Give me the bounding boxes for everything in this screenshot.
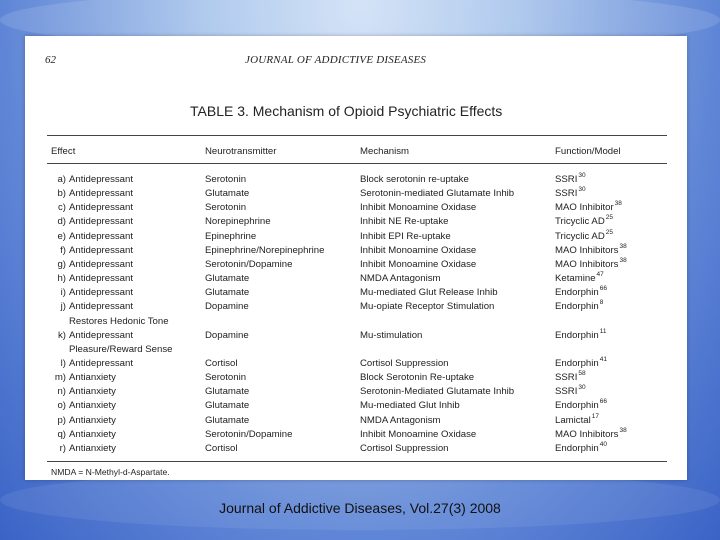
reference-number: 30 [578, 186, 586, 194]
cell-mechanism: Mu-stimulation [360, 329, 423, 341]
row-label: r) [59, 442, 66, 454]
effect-text: Antidepressant [69, 287, 133, 299]
reference-number: 38 [619, 426, 627, 434]
cell-function [555, 327, 607, 341]
cell-function [555, 174, 586, 185]
function-text: Ketamine [555, 273, 596, 285]
effect-text: Antianxiety [69, 428, 116, 440]
header-neurotransmitter: Neurotransmitter [205, 146, 277, 157]
cell-neurotransmitter: Glutamate [205, 273, 250, 285]
reference-number: 66 [599, 285, 607, 293]
function-text: SSRI [555, 188, 578, 200]
cell-function [555, 440, 607, 454]
cell-effect [51, 231, 133, 242]
cell-neurotransmitter: Glutamate [205, 414, 250, 426]
cell-neurotransmitter: Serotonin [205, 372, 247, 384]
journal-page [25, 36, 687, 480]
function-text: Endorphin [555, 301, 599, 313]
row-label: e) [57, 230, 66, 242]
cell-neurotransmitter: Cortisol [205, 442, 238, 454]
cell-neurotransmitter: Dopamine [205, 301, 249, 313]
reference-number: 58 [578, 370, 586, 378]
function-text: MAO Inhibitors [555, 244, 619, 256]
effect-text: Antidepressant [69, 202, 133, 214]
function-text: SSRI [555, 372, 578, 384]
cell-effect [51, 386, 116, 397]
cell-effect [51, 202, 133, 213]
effect-text: Antianxiety [69, 372, 116, 384]
row-label: q) [57, 428, 66, 440]
reference-number: 30 [578, 384, 586, 392]
cell-function [555, 301, 603, 312]
effect-text: Antianxiety [69, 386, 116, 398]
cell-mechanism: Inhibit Monoamine Oxidase [360, 202, 477, 214]
cell-effect [51, 415, 116, 426]
page-number: 62 [45, 54, 56, 66]
row-label: k) [58, 329, 66, 341]
reference-number: 25 [605, 228, 613, 236]
cell-mechanism: Serotonin-mediated Glutamate Inhib [360, 188, 515, 200]
cell-function [555, 344, 556, 355]
cell-effect [51, 188, 133, 199]
row-label: h) [57, 273, 66, 285]
cell-mechanism: Cortisol Suppression [360, 442, 449, 454]
row-label: f) [60, 244, 66, 256]
cell-effect [51, 443, 116, 454]
cell-mechanism: Inhibit EPI Re-uptake [360, 230, 451, 242]
cell-neurotransmitter: Serotonin/Dopamine [205, 428, 293, 440]
table-title: TABLE 3. Mechanism of Opioid Psychiatric Effects [190, 103, 503, 119]
cell-function [555, 188, 586, 199]
function-text: SSRI [555, 386, 578, 398]
function-text: Endorphin [555, 400, 599, 412]
cell-function [555, 316, 556, 327]
cell-neurotransmitter: Norepinephrine [205, 216, 271, 228]
cell-mechanism: Serotonin-Mediated Glutamate Inhib [360, 386, 515, 398]
reference-number: 41 [599, 355, 607, 363]
cell-effect [51, 358, 133, 369]
row-label: a) [57, 174, 66, 185]
row-label: d) [57, 216, 66, 228]
cell-function [555, 412, 599, 426]
cell-mechanism: Cortisol Suppression [360, 357, 449, 369]
cell-function [555, 273, 604, 284]
effect-text: Antidepressant [69, 258, 133, 270]
function-text: MAO Inhibitors [555, 428, 619, 440]
effect-text: Antidepressant [69, 301, 133, 313]
cell-mechanism: NMDA Antagonism [360, 414, 441, 426]
function-text: Endorphin [555, 357, 599, 369]
journal-header: JOURNAL OF ADDICTIVE DISEASES [245, 54, 427, 66]
effect-text: Antidepressant [69, 357, 133, 369]
cell-mechanism: Block Serotonin Re-uptake [360, 372, 475, 384]
cell-function [555, 256, 627, 270]
header-function: Function/Model [555, 146, 621, 157]
cell-neurotransmitter: Epinephrine/Norepinephrine [205, 244, 325, 256]
effect-text: Antidepressant [69, 273, 133, 285]
row-label: b) [57, 188, 66, 200]
cell-function [555, 426, 627, 440]
reference-number: 38 [619, 256, 627, 264]
row-label: g) [57, 258, 66, 270]
reference-number: 30 [578, 172, 586, 179]
effect-text: Antidepressant [69, 174, 133, 185]
reference-number: 8 [599, 299, 604, 307]
effect-text: Antianxiety [69, 414, 116, 426]
cell-mechanism: Inhibit Monoamine Oxidase [360, 244, 477, 256]
cell-function [555, 202, 622, 213]
cell-mechanism: Mu-opiate Receptor Stimulation [360, 301, 495, 313]
function-text: Endorphin [555, 329, 599, 341]
cell-mechanism: Block serotonin re-uptake [360, 174, 469, 185]
cell-effect [51, 429, 116, 440]
row-label: n) [57, 386, 66, 398]
reference-number: 38 [619, 242, 627, 250]
footnote: NMDA = N-Methyl-d-Aspartate. [51, 467, 170, 477]
cell-effect [51, 316, 169, 327]
row-label: l) [60, 357, 66, 369]
table-top-rule [47, 135, 667, 136]
function-text: SSRI [555, 174, 578, 185]
cell-neurotransmitter: Cortisol [205, 357, 238, 369]
cell-neurotransmitter: Glutamate [205, 287, 250, 299]
row-label: m) [54, 372, 66, 384]
effect-text: Antidepressant [69, 188, 133, 200]
reference-number: 40 [599, 440, 607, 448]
cell-neurotransmitter: Glutamate [205, 188, 250, 200]
cell-neurotransmitter: Epinephrine [205, 230, 257, 242]
cell-effect [51, 259, 133, 270]
cell-effect [51, 344, 172, 355]
cell-effect [51, 245, 133, 256]
header-effect: Effect [51, 146, 76, 157]
row-label: i) [60, 287, 66, 299]
cell-neurotransmitter: Glutamate [205, 400, 250, 412]
cell-function [555, 228, 613, 242]
cell-effect [51, 174, 133, 185]
function-text: Endorphin [555, 442, 599, 454]
effect-text: Antidepressant [69, 244, 133, 256]
cell-effect [51, 400, 116, 411]
cell-neurotransmitter: Serotonin [205, 202, 247, 214]
cell-mechanism: NMDA Antagonism [360, 273, 441, 285]
cell-function [555, 216, 613, 227]
cell-effect [51, 273, 133, 284]
cell-function [555, 242, 627, 256]
function-text: MAO Inhibitor [555, 202, 614, 214]
cell-mechanism: Inhibit Monoamine Oxidase [360, 428, 477, 440]
effect-text: Antidepressant [69, 329, 133, 341]
effect-text: Antidepressant [69, 216, 133, 228]
row-label: c) [58, 202, 66, 214]
function-text: Tricyclic AD [555, 216, 605, 228]
reference-number: 47 [596, 271, 604, 279]
cell-mechanism: Inhibit NE Re-uptake [360, 216, 449, 228]
header-mechanism: Mechanism [360, 146, 410, 157]
effect-text: Antidepressant [69, 230, 133, 242]
cell-neurotransmitter: Serotonin/Dopamine [205, 258, 293, 270]
cell-neurotransmitter: Glutamate [205, 386, 250, 398]
table-bottom-rule [47, 461, 667, 462]
cell-neurotransmitter: Serotonin [205, 174, 247, 185]
cell-function [555, 355, 607, 369]
function-text: Endorphin [555, 287, 599, 299]
row-label: j) [60, 301, 66, 313]
cell-effect [51, 216, 133, 227]
cell-effect [51, 287, 133, 298]
cell-function [555, 400, 607, 411]
cell-function [555, 372, 586, 383]
effect-text: Restores Hedonic Tone [69, 315, 169, 327]
cell-mechanism: Mu-mediated Glut Inhib [360, 400, 460, 412]
function-text: Lamictal [555, 414, 591, 426]
cell-effect [51, 372, 116, 383]
function-text: Tricyclic AD [555, 230, 605, 242]
cell-mechanism: Inhibit Monoamine Oxidase [360, 258, 477, 270]
reference-number: 17 [591, 412, 599, 420]
cell-mechanism: Mu-mediated Glut Release Inhib [360, 287, 498, 299]
effect-text: Antianxiety [69, 400, 116, 412]
cell-function [555, 386, 586, 397]
effect-text: Pleasure/Reward Sense [69, 343, 173, 355]
reference-number: 25 [605, 214, 613, 222]
cell-function [555, 287, 607, 298]
slide-caption: Journal of Addictive Diseases, Vol.27(3) 2008 [219, 500, 501, 516]
table-header-rule [47, 163, 667, 164]
row-label: o) [57, 400, 66, 412]
cell-effect [51, 301, 133, 312]
row-label: p) [57, 414, 66, 426]
reference-number: 66 [599, 398, 607, 406]
reference-number: 38 [614, 200, 622, 208]
reference-number: 11 [599, 327, 607, 335]
cell-neurotransmitter: Dopamine [205, 329, 249, 341]
effect-text: Antianxiety [69, 442, 116, 454]
cell-effect [51, 330, 133, 341]
function-text: MAO Inhibitors [555, 258, 619, 270]
